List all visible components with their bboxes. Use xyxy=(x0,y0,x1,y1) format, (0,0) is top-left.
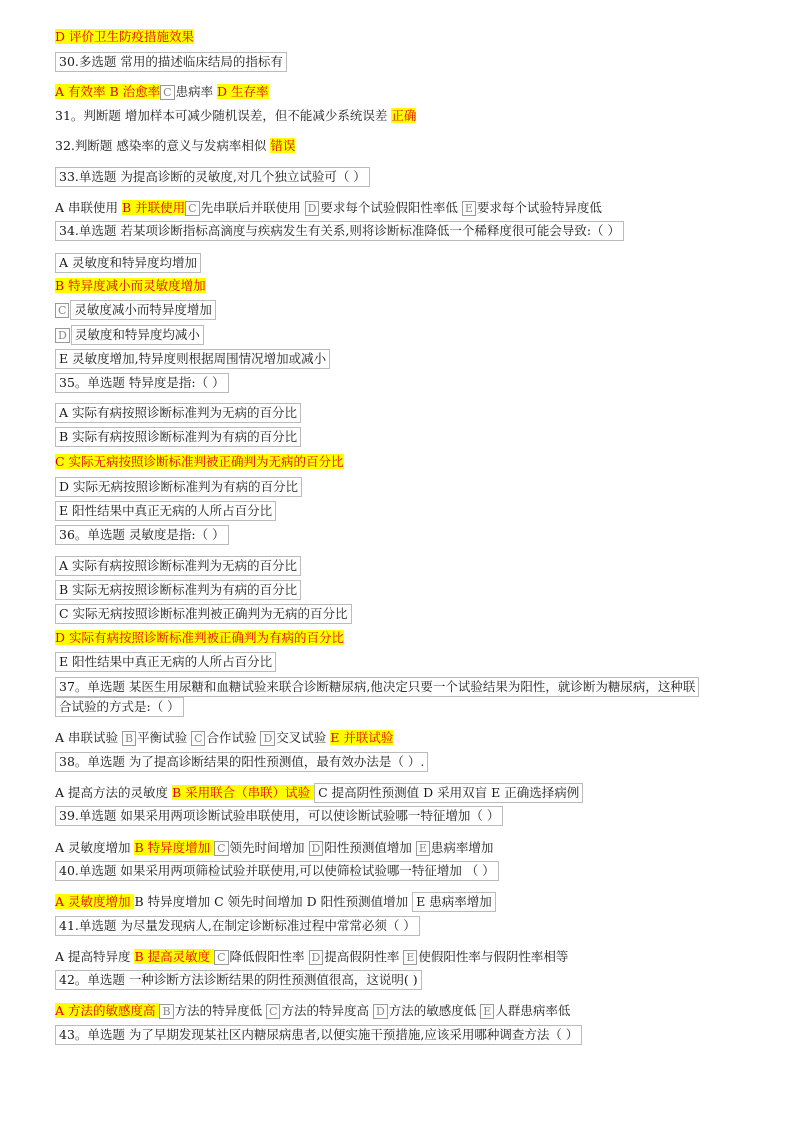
highlighted-answer: B 特异度增加 xyxy=(134,840,215,855)
option-letter-box: C xyxy=(55,303,69,318)
text-line xyxy=(55,525,232,545)
text-line xyxy=(55,838,493,858)
text-run: 患病率 xyxy=(175,84,218,99)
text-box: 40.单选题 如果采用两项筛检试验并联使用,可以使筛检试验哪一特征增加 （ ） xyxy=(55,861,499,881)
text-line xyxy=(55,1025,585,1045)
highlighted-answer: 错误 xyxy=(270,138,296,153)
text-line xyxy=(55,892,499,912)
text-box: 30.多选题 常用的描述临床结局的指标有 xyxy=(55,52,287,72)
highlighted-answer: B 采用联合（串联）试验 xyxy=(171,785,315,800)
option-letter-box: E xyxy=(462,201,476,216)
text-line xyxy=(55,806,506,826)
text-run: D 阳性预测值增加 xyxy=(306,894,413,909)
text-box: E 灵敏度增加,特异度则根据周围情况增加或减小 xyxy=(55,349,330,369)
text-line xyxy=(55,752,431,772)
text-box: C 实际无病按照诊断标准判被正确判为无病的百分比 xyxy=(55,604,352,624)
text-line xyxy=(55,403,304,423)
option-letter-box: D xyxy=(373,1004,388,1019)
text-line xyxy=(55,783,586,803)
highlighted-answer: B 并联使用 xyxy=(121,200,186,215)
text-line xyxy=(55,276,206,296)
text-box: A 实际有病按照诊断标准判为无病的百分比 xyxy=(55,556,301,576)
text-box: 43。单选题 为了早期发现某社区内糖尿病患者,以便实施干预措施,应该采用哪种调查方法（ ） xyxy=(55,1025,582,1045)
text-line xyxy=(55,677,702,697)
text-run: 要求每个试验假阳性率低 xyxy=(320,200,462,215)
highlighted-answer: B 提高灵敏度 xyxy=(134,949,215,964)
text-line xyxy=(55,604,355,624)
text-box: 39.单选题 如果采用两项诊断试验串联使用，可以使诊断试验哪一特征增加（ ） xyxy=(55,806,503,826)
option-letter-box: C xyxy=(191,731,205,746)
option-letter-box: C xyxy=(214,841,228,856)
option-letter-box: B xyxy=(159,1004,173,1019)
option-letter-box: D xyxy=(305,201,320,216)
highlighted-answer: B 特异度减小而灵敏度增加 xyxy=(55,278,206,293)
text-box: 合试验的方式是:（ ） xyxy=(55,697,184,717)
text-box: D 实际无病按照诊断标准判为有病的百分比 xyxy=(55,477,302,497)
highlighted-answer: C 实际无病按照诊断标准判被正确判为无病的百分比 xyxy=(55,454,344,469)
option-letter-box: D xyxy=(55,328,70,343)
text-line xyxy=(55,349,333,369)
text-line xyxy=(55,556,304,576)
text-box: E 阳性结果中真正无病的人所占百分比 xyxy=(55,652,276,672)
text-box: B 实际有病按照诊断标准判为有病的百分比 xyxy=(55,427,301,447)
text-run: 领先时间增加 xyxy=(229,840,309,855)
text-run: A 提高方法的灵敏度 xyxy=(55,785,172,800)
text-run: 方法的敏感度低 xyxy=(388,1003,481,1018)
option-letter-box: C xyxy=(266,1004,280,1019)
text-line xyxy=(55,167,373,187)
text-box: A 灵敏度和特异度均增加 xyxy=(55,253,201,273)
highlighted-answer: 正确 xyxy=(391,108,417,123)
text-run: 降低假阳性率 xyxy=(229,949,309,964)
text-run: A 串联试验 xyxy=(55,730,122,745)
highlighted-answer: A 方法的敏感度高 xyxy=(55,1003,160,1018)
text-line xyxy=(55,106,416,126)
text-run: 先串联后并联使用 xyxy=(200,200,305,215)
text-line xyxy=(55,253,204,273)
text-line xyxy=(55,221,627,241)
option-letter-box: B xyxy=(122,731,136,746)
text-run: 提高假阴性率 xyxy=(324,949,404,964)
text-box: B 实际无病按照诊断标准判为有病的百分比 xyxy=(55,580,301,600)
option-letter-box: C xyxy=(185,201,199,216)
text-box: A 实际有病按照诊断标准判为无病的百分比 xyxy=(55,403,301,423)
text-run: C 领先时间增加 xyxy=(214,894,307,909)
text-line xyxy=(55,52,290,72)
text-line xyxy=(55,82,269,102)
text-line xyxy=(55,27,194,47)
option-letter-box: E xyxy=(403,950,417,965)
text-run: 人群患病率低 xyxy=(495,1003,571,1018)
highlighted-answer: A 有效率 B 治愈率 xyxy=(55,84,161,99)
text-line xyxy=(55,916,423,936)
highlighted-answer: D 评价卫生防疫措施效果 xyxy=(55,29,194,44)
option-letter-box: D xyxy=(309,950,324,965)
highlighted-answer: D 生存率 xyxy=(217,84,269,99)
text-run: 患病率增加 xyxy=(430,840,494,855)
text-run: A 串联使用 xyxy=(55,200,122,215)
text-line xyxy=(55,861,502,881)
text-box: E 阳性结果中真正无病的人所占百分比 xyxy=(55,501,276,521)
text-box: 37。单选题 某医生用尿糖和血糖试验来联合诊断糖尿病,他决定只要一个试验结果为阳性，就诊断为糖尿病，这种联 xyxy=(55,677,699,697)
text-line xyxy=(55,628,344,648)
highlighted-answer: E 并联试验 xyxy=(330,730,394,745)
text-line xyxy=(55,300,219,320)
text-run: A 灵敏度增加 xyxy=(55,840,135,855)
text-line xyxy=(55,697,187,717)
text-line xyxy=(55,198,602,218)
text-box: E 患病率增加 xyxy=(412,892,496,912)
text-line xyxy=(55,136,295,156)
text-line xyxy=(55,427,304,447)
option-letter-box: C xyxy=(160,85,174,100)
text-line xyxy=(55,1001,570,1021)
option-letter-box: D xyxy=(309,841,324,856)
text-line xyxy=(55,652,279,672)
text-box: 36。单选题 灵敏度是指:（ ） xyxy=(55,525,229,545)
text-line xyxy=(55,501,279,521)
text-box: 35。单选题 特异度是指:（ ） xyxy=(55,373,229,393)
highlighted-answer: D 实际有病按照诊断标准判被正确判为有病的百分比 xyxy=(55,630,344,645)
text-run: B 特异度增加 xyxy=(134,894,215,909)
option-letter-box: E xyxy=(480,1004,494,1019)
text-box: 灵敏度和特异度均减小 xyxy=(71,325,204,345)
text-line xyxy=(55,580,304,600)
text-line xyxy=(55,728,393,748)
text-run: 阳性预测值增加 xyxy=(324,840,416,855)
text-line xyxy=(55,452,344,472)
text-run: 方法的特异度低 xyxy=(174,1003,267,1018)
text-box: 34.单选题 若某项诊断指标高滴度与疾病发生有关系,则将诊断标准降低一个稀释度很可能会导致:（ ） xyxy=(55,221,624,241)
text-line xyxy=(55,970,425,990)
text-box: C 提高阴性预测值 D 采用双盲 E 正确选择病例 xyxy=(314,783,583,803)
option-letter-box: E xyxy=(416,841,430,856)
text-run: 使假阳性率与假阴性率相等 xyxy=(418,949,569,964)
text-box: 33.单选题 为提高诊断的灵敏度,对几个独立试验可（ ） xyxy=(55,167,370,187)
option-letter-box: D xyxy=(260,731,275,746)
text-box: 38。单选题 为了提高诊断结果的阳性预测值，最有效办法是（ ）. xyxy=(55,752,428,772)
highlighted-answer: A 灵敏度增加 xyxy=(55,894,135,909)
text-run: 方法的特异度高 xyxy=(281,1003,373,1018)
text-box: 42。单选题 一种诊断方法诊断结果的阴性预测值很高，这说明( ) xyxy=(55,970,422,990)
text-line xyxy=(55,325,207,345)
text-line xyxy=(55,373,232,393)
text-run: 31。判断题 增加样本可减少随机误差，但不能减少系统误差 xyxy=(55,108,392,123)
text-run: 要求每个试验特异度低 xyxy=(476,200,602,215)
text-box: 灵敏度减小而特异度增加 xyxy=(70,300,216,320)
text-line xyxy=(55,947,568,967)
text-line xyxy=(55,477,305,497)
option-letter-box: C xyxy=(214,950,228,965)
text-box: 41.单选题 为尽量发现病人,在制定诊断标准过程中常常必须（ ） xyxy=(55,916,420,936)
text-run: A 提高特异度 xyxy=(55,949,135,964)
text-run: 交叉试验 xyxy=(276,730,331,745)
text-run: 32.判断题 感染率的意义与发病率相似 xyxy=(55,138,271,153)
text-run: 平衡试验 xyxy=(137,730,192,745)
text-run: 合作试验 xyxy=(206,730,261,745)
